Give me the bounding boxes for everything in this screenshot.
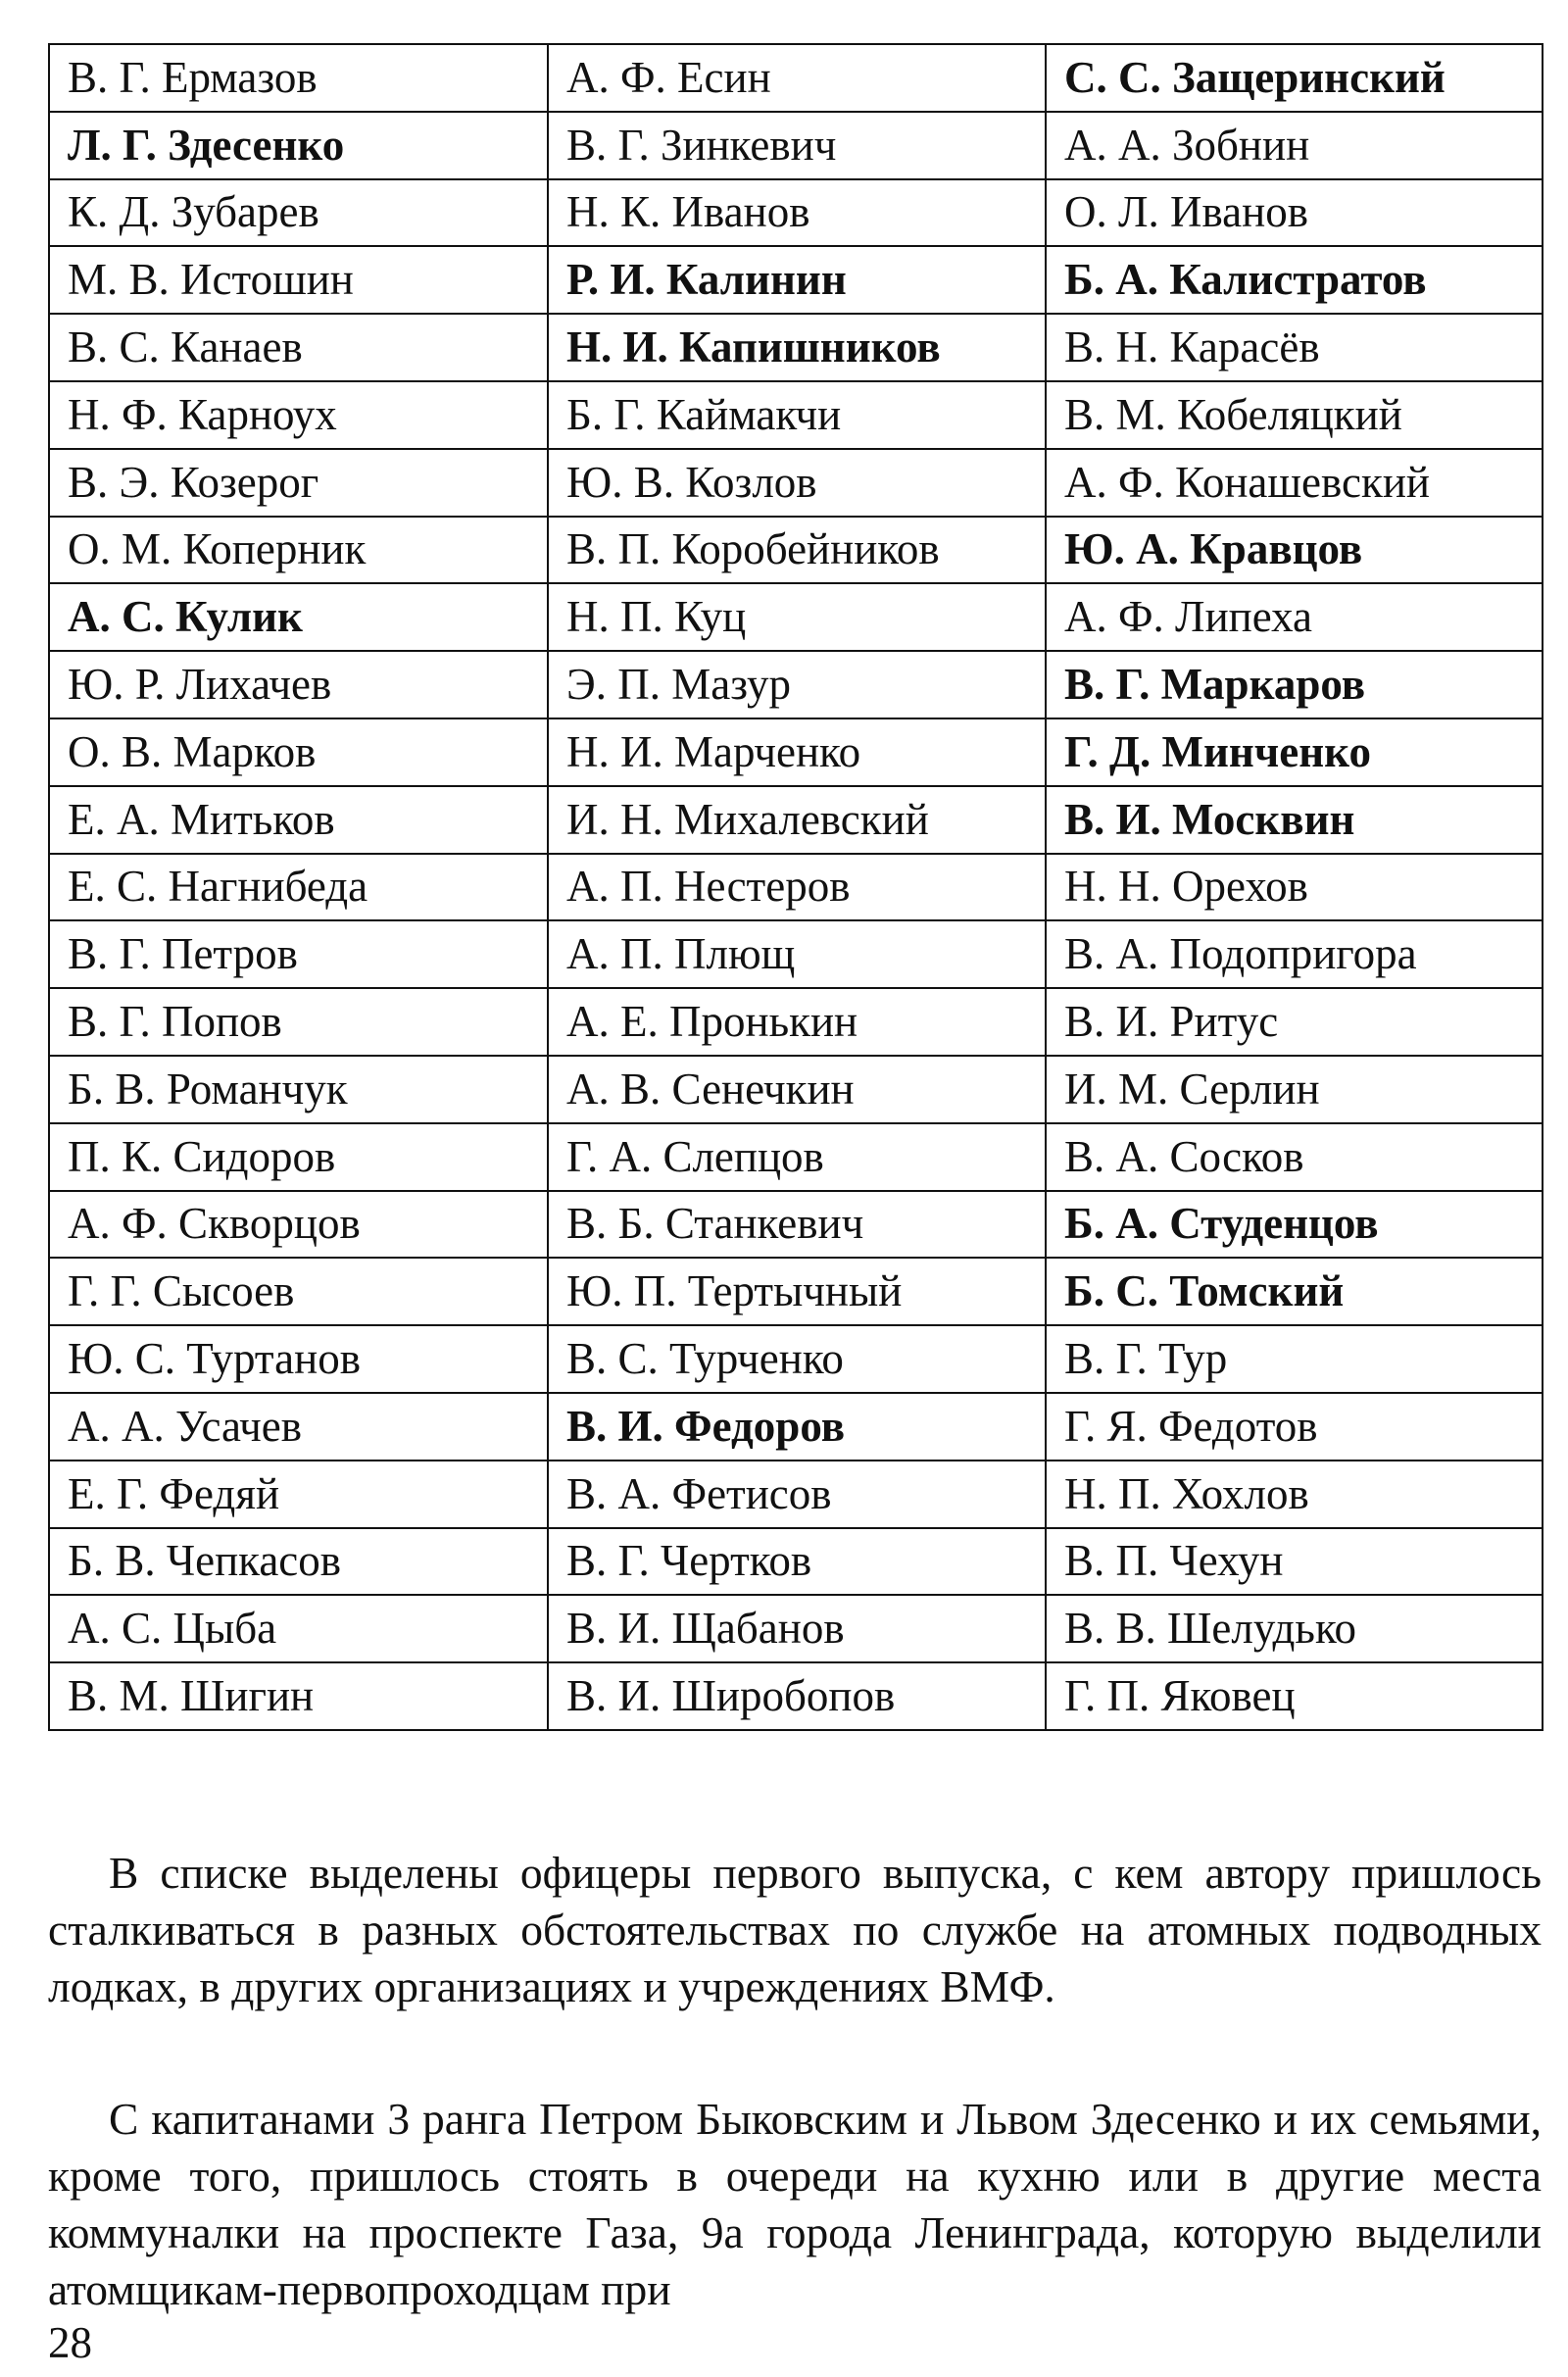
officer-name-cell: Г. А. Слепцов <box>548 1123 1046 1191</box>
officer-name-cell: В. И. Ритус <box>1046 988 1543 1056</box>
officer-name-cell: А. Ф. Есин <box>548 44 1046 112</box>
table-row <box>49 112 1543 179</box>
officer-name-cell: А. Ф. Липеха <box>1046 583 1543 651</box>
officer-name-cell: В. Г. Тур <box>1046 1325 1543 1393</box>
officer-name-cell: В. П. Чехун <box>1046 1528 1543 1596</box>
officers-table-body <box>49 44 1543 1730</box>
officer-name-cell: В. Г. Попов <box>49 988 548 1056</box>
table-row <box>49 179 1543 247</box>
table-row <box>49 651 1543 718</box>
officer-name-cell: Б. А. Калистратов <box>1046 246 1543 314</box>
officer-name-cell: И. М. Серлин <box>1046 1056 1543 1123</box>
table-row <box>49 1595 1543 1662</box>
paragraph-first-graduates: В списке выделены офицеры первого выпуска, с кем автору пришлось сталкиваться в разных обстоятельствах по службе на атомных подводных лодках, в других организациях и учреждениях ВМФ. <box>48 1848 1542 2011</box>
officer-name-cell: В. А. Фетисов <box>548 1461 1046 1528</box>
officer-name-cell: Ю. С. Туртанов <box>49 1325 548 1393</box>
paragraph-captains: С капитанами 3 ранга Петром Быковским и Львом Здесенко и их семьями, кроме того, пришлось стоять в очереди на кухню или в другие места коммуналки на проспекте Газа, 9а города Ленинграда, которую выделили атомщикам-первопроходцам при <box>48 2094 1542 2314</box>
table-row <box>49 583 1543 651</box>
officer-name-cell: В. М. Шигин <box>49 1662 548 1730</box>
officer-name-cell: А. А. Зобнин <box>1046 112 1543 179</box>
officer-name-cell: В. Б. Станкевич <box>548 1191 1046 1259</box>
table-row <box>49 718 1543 786</box>
officer-name-cell: Н. Н. Орехов <box>1046 854 1543 921</box>
officer-name-cell: Ю. П. Тертычный <box>548 1258 1046 1325</box>
table-row <box>49 449 1543 517</box>
officer-name-cell: Ю. В. Козлов <box>548 449 1046 517</box>
officer-name-cell: Е. С. Нагнибеда <box>49 854 548 921</box>
table-row <box>49 854 1543 921</box>
table-row <box>49 1123 1543 1191</box>
officer-name-cell: Е. А. Митьков <box>49 786 548 854</box>
officer-name-cell: А. А. Усачев <box>49 1393 548 1461</box>
officer-name-cell: Ю. Р. Лихачев <box>49 651 548 718</box>
officer-name-cell: М. В. Истошин <box>49 246 548 314</box>
officer-name-cell: В. Г. Зинкевич <box>548 112 1046 179</box>
officer-name-cell: Б. В. Романчук <box>49 1056 548 1123</box>
officer-name-cell: В. И. Щабанов <box>548 1595 1046 1662</box>
officer-name-cell: В. И. Москвин <box>1046 786 1543 854</box>
table-row <box>49 246 1543 314</box>
officer-name-cell: А. С. Цыба <box>49 1595 548 1662</box>
officer-name-cell: Э. П. Мазур <box>548 651 1046 718</box>
officer-name-cell: Г. П. Яковец <box>1046 1662 1543 1730</box>
officer-name-cell: О. М. Коперник <box>49 517 548 584</box>
officer-name-cell: Б. В. Чепкасов <box>49 1528 548 1596</box>
officer-name-cell: П. К. Сидоров <box>49 1123 548 1191</box>
officer-name-cell: А. Е. Пронькин <box>548 988 1046 1056</box>
table-row <box>49 1662 1543 1730</box>
officer-name-cell: А. П. Нестеров <box>548 854 1046 921</box>
officer-name-cell: Б. Г. Каймакчи <box>548 381 1046 449</box>
officer-name-cell: Е. Г. Федяй <box>49 1461 548 1528</box>
officer-name-cell: В. Н. Карасёв <box>1046 314 1543 381</box>
officer-name-cell: В. Э. Козерог <box>49 449 548 517</box>
table-row <box>49 314 1543 381</box>
officer-name-cell: В. Г. Петров <box>49 920 548 988</box>
officer-name-cell: Н. П. Хохлов <box>1046 1461 1543 1528</box>
officer-name-cell: Н. Ф. Карноух <box>49 381 548 449</box>
officer-name-cell: Н. П. Куц <box>548 583 1046 651</box>
table-row <box>49 1393 1543 1461</box>
officer-name-cell: О. Л. Иванов <box>1046 179 1543 247</box>
officer-name-cell: В. И. Федоров <box>548 1393 1046 1461</box>
table-row <box>49 1056 1543 1123</box>
table-row <box>49 920 1543 988</box>
officer-name-cell: Н. И. Капишников <box>548 314 1046 381</box>
officer-name-cell: В. В. Шелудько <box>1046 1595 1543 1662</box>
officer-name-cell: А. Ф. Скворцов <box>49 1191 548 1259</box>
officer-name-cell: В. А. Подопригора <box>1046 920 1543 988</box>
officer-name-cell: Н. И. Марченко <box>548 718 1046 786</box>
officer-name-cell: А. В. Сенечкин <box>548 1056 1046 1123</box>
officer-name-cell: Л. Г. Здесенко <box>49 112 548 179</box>
table-row <box>49 786 1543 854</box>
officer-name-cell: И. Н. Михалевский <box>548 786 1046 854</box>
officer-name-cell: О. В. Марков <box>49 718 548 786</box>
officers-table <box>48 43 1544 1731</box>
officer-name-cell: А. С. Кулик <box>49 583 548 651</box>
officer-name-cell: К. Д. Зубарев <box>49 179 548 247</box>
officer-name-cell: С. С. Защеринский <box>1046 44 1543 112</box>
officer-name-cell: Г. Г. Сысоев <box>49 1258 548 1325</box>
table-row <box>49 1528 1543 1596</box>
table-row <box>49 1461 1543 1528</box>
page-number: 28 <box>48 2318 92 2367</box>
officer-name-cell: В. С. Канаев <box>49 314 548 381</box>
table-row <box>49 517 1543 584</box>
table-row <box>49 381 1543 449</box>
officer-name-cell: Ю. А. Кравцов <box>1046 517 1543 584</box>
officer-name-cell: Б. А. Студенцов <box>1046 1191 1543 1259</box>
table-row <box>49 1325 1543 1393</box>
officer-name-cell: А. Ф. Конашевский <box>1046 449 1543 517</box>
officer-name-cell: Н. К. Иванов <box>548 179 1046 247</box>
table-row <box>49 44 1543 112</box>
officer-name-cell: Г. Д. Минченко <box>1046 718 1543 786</box>
table-row <box>49 1258 1543 1325</box>
officer-name-cell: Г. Я. Федотов <box>1046 1393 1543 1461</box>
table-row <box>49 1191 1543 1259</box>
officer-name-cell: В. П. Коробейников <box>548 517 1046 584</box>
officer-name-cell: В. Г. Ермазов <box>49 44 548 112</box>
officer-name-cell: В. С. Турченко <box>548 1325 1046 1393</box>
table-row <box>49 988 1543 1056</box>
officer-name-cell: В. А. Сосков <box>1046 1123 1543 1191</box>
officer-name-cell: В. И. Широбопов <box>548 1662 1046 1730</box>
officer-name-cell: В. Г. Маркаров <box>1046 651 1543 718</box>
officer-name-cell: В. Г. Чертков <box>548 1528 1046 1596</box>
officer-name-cell: А. П. Плющ <box>548 920 1046 988</box>
officer-name-cell: В. М. Кобеляцкий <box>1046 381 1543 449</box>
officer-name-cell: Б. С. Томский <box>1046 1258 1543 1325</box>
officer-name-cell: Р. И. Калинин <box>548 246 1046 314</box>
